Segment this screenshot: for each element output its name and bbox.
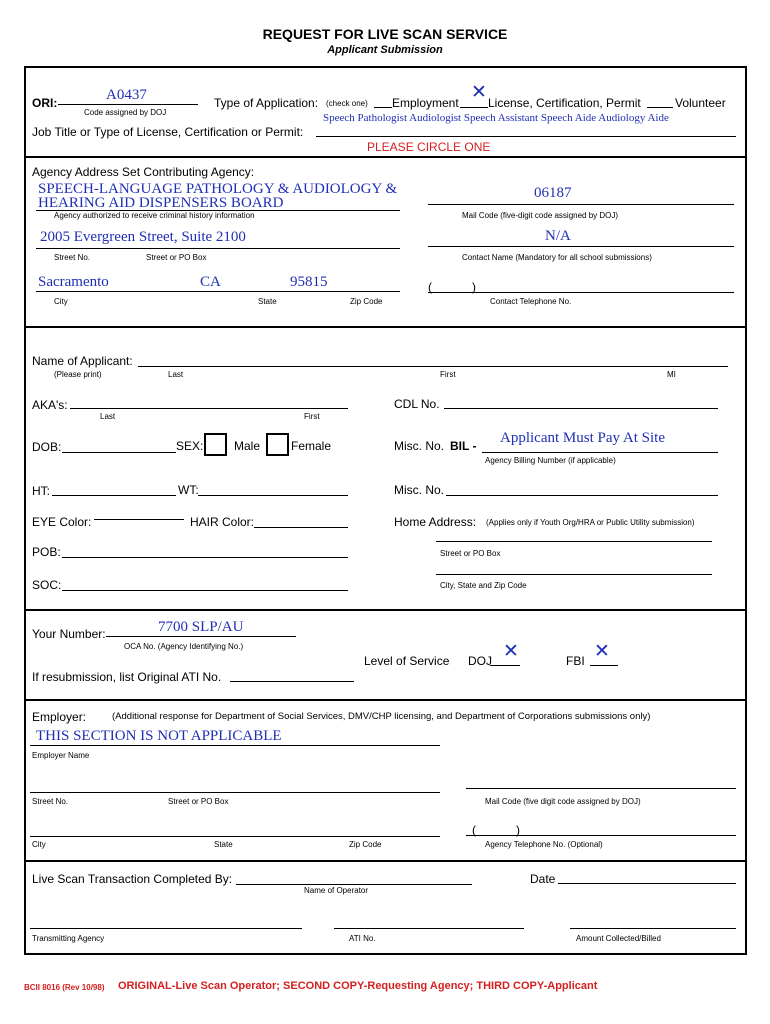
height-label: HT: <box>32 484 50 498</box>
billing-line <box>482 452 718 453</box>
ati-number-caption: ATI No. <box>349 934 376 943</box>
oca-number-line <box>106 636 296 637</box>
contact-name-caption: Contact Name (Mandatory for all school submissions) <box>462 253 652 262</box>
eye-color-line[interactable] <box>94 519 184 520</box>
agency-street-line <box>36 248 400 249</box>
weight-line[interactable] <box>198 495 348 496</box>
contact-phone[interactable]: ( ) <box>428 280 476 294</box>
aka-first-caption: First <box>304 412 320 421</box>
applicant-name-label: Name of Applicant: <box>32 354 133 368</box>
ori-label: ORI: <box>32 96 58 110</box>
ori-line <box>58 104 198 105</box>
resubmission-line[interactable] <box>230 681 354 682</box>
misc-no-2-label: Misc. No. <box>394 483 445 497</box>
contact-name-value[interactable]: N/A <box>545 228 571 244</box>
last-name-caption: Last <box>168 370 184 379</box>
employer-street-line[interactable] <box>30 792 440 793</box>
employer-state-caption: State <box>214 840 233 849</box>
aka-line[interactable] <box>70 408 348 409</box>
aka-last-caption: Last <box>100 412 116 421</box>
cdl-label: CDL No. <box>394 397 440 411</box>
employment-option: Employment <box>392 96 459 110</box>
height-line[interactable] <box>52 495 176 496</box>
doj-label: DOJ <box>468 654 492 668</box>
home-city-line[interactable] <box>436 574 712 575</box>
fbi-label: FBI <box>566 654 585 668</box>
employment-line[interactable] <box>374 107 392 108</box>
employer-name-value[interactable]: THIS SECTION IS NOT APPLICABLE <box>36 728 282 744</box>
agency-name-caption: Agency authorized to receive criminal history information <box>54 211 255 220</box>
form-id: BCII 8016 (Rev 10/98) <box>24 983 105 992</box>
oca-number-value[interactable]: 7700 SLP/AU <box>158 619 244 635</box>
amount-caption: Amount Collected/Billed <box>576 934 661 943</box>
agency-name-line2[interactable]: HEARING AID DISPENSERS BOARD <box>38 195 284 211</box>
divider <box>24 860 746 862</box>
female-label: Female <box>291 439 332 453</box>
divider <box>24 156 746 158</box>
level-of-service-label: Level of Service <box>364 654 450 668</box>
ori-caption: Code assigned by DOJ <box>84 108 167 117</box>
copy-distribution: ORIGINAL-Live Scan Operator; SECOND COPY-Requesting Agency; THIRD COPY-Applicant <box>118 980 598 992</box>
contact-phone-caption: Contact Telephone No. <box>490 297 572 306</box>
operator-caption: Name of Operator <box>304 886 369 895</box>
dob-label: DOB: <box>32 440 62 454</box>
operator-line[interactable] <box>236 884 472 885</box>
mail-code-line <box>428 204 734 205</box>
doj-line[interactable] <box>490 665 520 666</box>
license-option: License, Certification, Permit <box>488 96 641 110</box>
contact-phone-line <box>428 292 734 293</box>
soc-line[interactable] <box>62 590 348 591</box>
employer-street-no-caption: Street No. <box>32 797 69 806</box>
fbi-line[interactable] <box>590 665 618 666</box>
city-state-zip-line <box>36 291 400 292</box>
street-caption: Street or PO Box <box>146 253 207 262</box>
first-name-caption: First <box>440 370 456 379</box>
employer-city-line[interactable] <box>30 836 440 837</box>
job-title-value[interactable]: Speech Pathologist Audiologist Speech Assistant Speech Aide Audiology Aide <box>323 112 669 124</box>
soc-label: SOC: <box>32 578 62 592</box>
your-number-label: Your Number: <box>32 627 106 641</box>
city-value[interactable]: Sacramento <box>38 274 109 290</box>
female-checkbox[interactable] <box>266 433 289 456</box>
state-value[interactable]: CA <box>200 274 221 290</box>
applicant-name-line[interactable] <box>138 366 728 367</box>
employer-name-caption: Employer Name <box>32 751 90 760</box>
zip-value[interactable]: 95815 <box>290 274 328 290</box>
agency-name-line1[interactable]: SPEECH-LANGUAGE PATHOLOGY & AUDIOLOGY & <box>38 181 398 197</box>
agency-street-value[interactable]: 2005 Evergreen Street, Suite 2100 <box>40 229 246 245</box>
male-label: Male <box>234 439 261 453</box>
weight-label: WT: <box>178 483 199 497</box>
home-street-line[interactable] <box>436 541 712 542</box>
employer-note: (Additional response for Department of Social Services, DMV/CHP licensing, and Department of Corporations submissions only) <box>112 711 651 722</box>
transmitting-agency-caption: Transmitting Agency <box>32 934 105 943</box>
ori-value[interactable]: A0437 <box>106 87 147 103</box>
employer-city-caption: City <box>32 840 46 849</box>
employer-name-line <box>30 745 440 746</box>
agency-phone-line <box>466 835 736 836</box>
form-subtitle: Applicant Submission <box>327 44 443 56</box>
agency-phone-caption: Agency Telephone No. (Optional) <box>485 840 603 849</box>
employer-zip-caption: Zip Code <box>349 840 382 849</box>
misc-no-2-line[interactable] <box>446 495 718 496</box>
employer-mail-code-caption: Mail Code (five digit code assigned by DOJ) <box>485 797 641 806</box>
mail-code-caption: Mail Code (five-digit code assigned by DOJ) <box>462 211 619 220</box>
divider <box>24 326 746 328</box>
form-title: REQUEST FOR LIVE SCAN SERVICE <box>262 26 508 42</box>
volunteer-option: Volunteer <box>675 96 726 110</box>
employer-label: Employer: <box>32 710 87 724</box>
cdl-line[interactable] <box>444 408 718 409</box>
home-address-label: Home Address: <box>394 515 477 529</box>
dob-line[interactable] <box>62 452 176 453</box>
check-one-note: (check one) <box>326 99 368 108</box>
employer-street-caption: Street or PO Box <box>168 797 229 806</box>
middle-initial-caption: MI <box>667 370 676 379</box>
please-print-caption: (Please print) <box>54 370 102 379</box>
billing-caption: Agency Billing Number (if applicable) <box>485 456 616 465</box>
agency-section-label: Agency Address Set Contributing Agency: <box>32 165 255 179</box>
oca-caption: OCA No. (Agency Identifying No.) <box>124 642 244 651</box>
home-address-note: (Applies only if Youth Org/HRA or Public Utility submission) <box>486 518 695 527</box>
application-type-label: Type of Application: <box>214 96 319 110</box>
date-label: Date <box>530 872 556 886</box>
billing-prefix: BIL - <box>450 439 477 453</box>
resubmission-label: If resubmission, list Original ATI No. <box>32 670 222 684</box>
completed-by-label: Live Scan Transaction Completed By: <box>32 872 233 886</box>
sex-label: SEX: <box>176 439 204 453</box>
street-no-caption: Street No. <box>54 253 91 262</box>
male-checkbox[interactable] <box>204 433 227 456</box>
aka-label: AKA's: <box>32 398 68 412</box>
license-check-mark: ✕ <box>471 81 487 103</box>
agency-phone[interactable]: ( ) <box>472 823 520 837</box>
doj-check-mark: ✕ <box>503 640 519 662</box>
pob-label: POB: <box>32 545 61 559</box>
home-street-caption: Street or PO Box <box>440 549 501 558</box>
city-caption: City <box>54 297 68 306</box>
zip-caption: Zip Code <box>350 297 383 306</box>
job-title-line <box>316 136 736 137</box>
ati-number-line[interactable] <box>334 928 524 929</box>
volunteer-line[interactable] <box>647 107 673 108</box>
license-line[interactable] <box>460 107 488 108</box>
circle-one-note: PLEASE CIRCLE ONE <box>367 140 491 154</box>
contact-name-line <box>428 246 734 247</box>
mail-code-value[interactable]: 06187 <box>534 185 572 201</box>
misc-no-label: Misc. No. <box>394 439 445 453</box>
billing-number-value[interactable]: Applicant Must Pay At Site <box>500 430 665 446</box>
job-title-label: Job Title or Type of License, Certification or Permit: <box>32 125 304 139</box>
home-city-caption: City, State and Zip Code <box>440 581 527 590</box>
transmitting-agency-line[interactable] <box>30 928 302 929</box>
hair-color-line[interactable] <box>254 527 348 528</box>
state-caption: State <box>258 297 277 306</box>
divider <box>24 609 746 611</box>
pob-line[interactable] <box>62 557 348 558</box>
hair-color-label: HAIR Color: <box>190 515 255 529</box>
eye-color-label: EYE Color: <box>32 515 92 529</box>
fbi-check-mark: ✕ <box>594 640 610 662</box>
employer-mail-code-line[interactable] <box>466 788 736 789</box>
amount-line[interactable] <box>570 928 736 929</box>
divider <box>24 699 746 701</box>
date-line[interactable] <box>558 883 736 884</box>
